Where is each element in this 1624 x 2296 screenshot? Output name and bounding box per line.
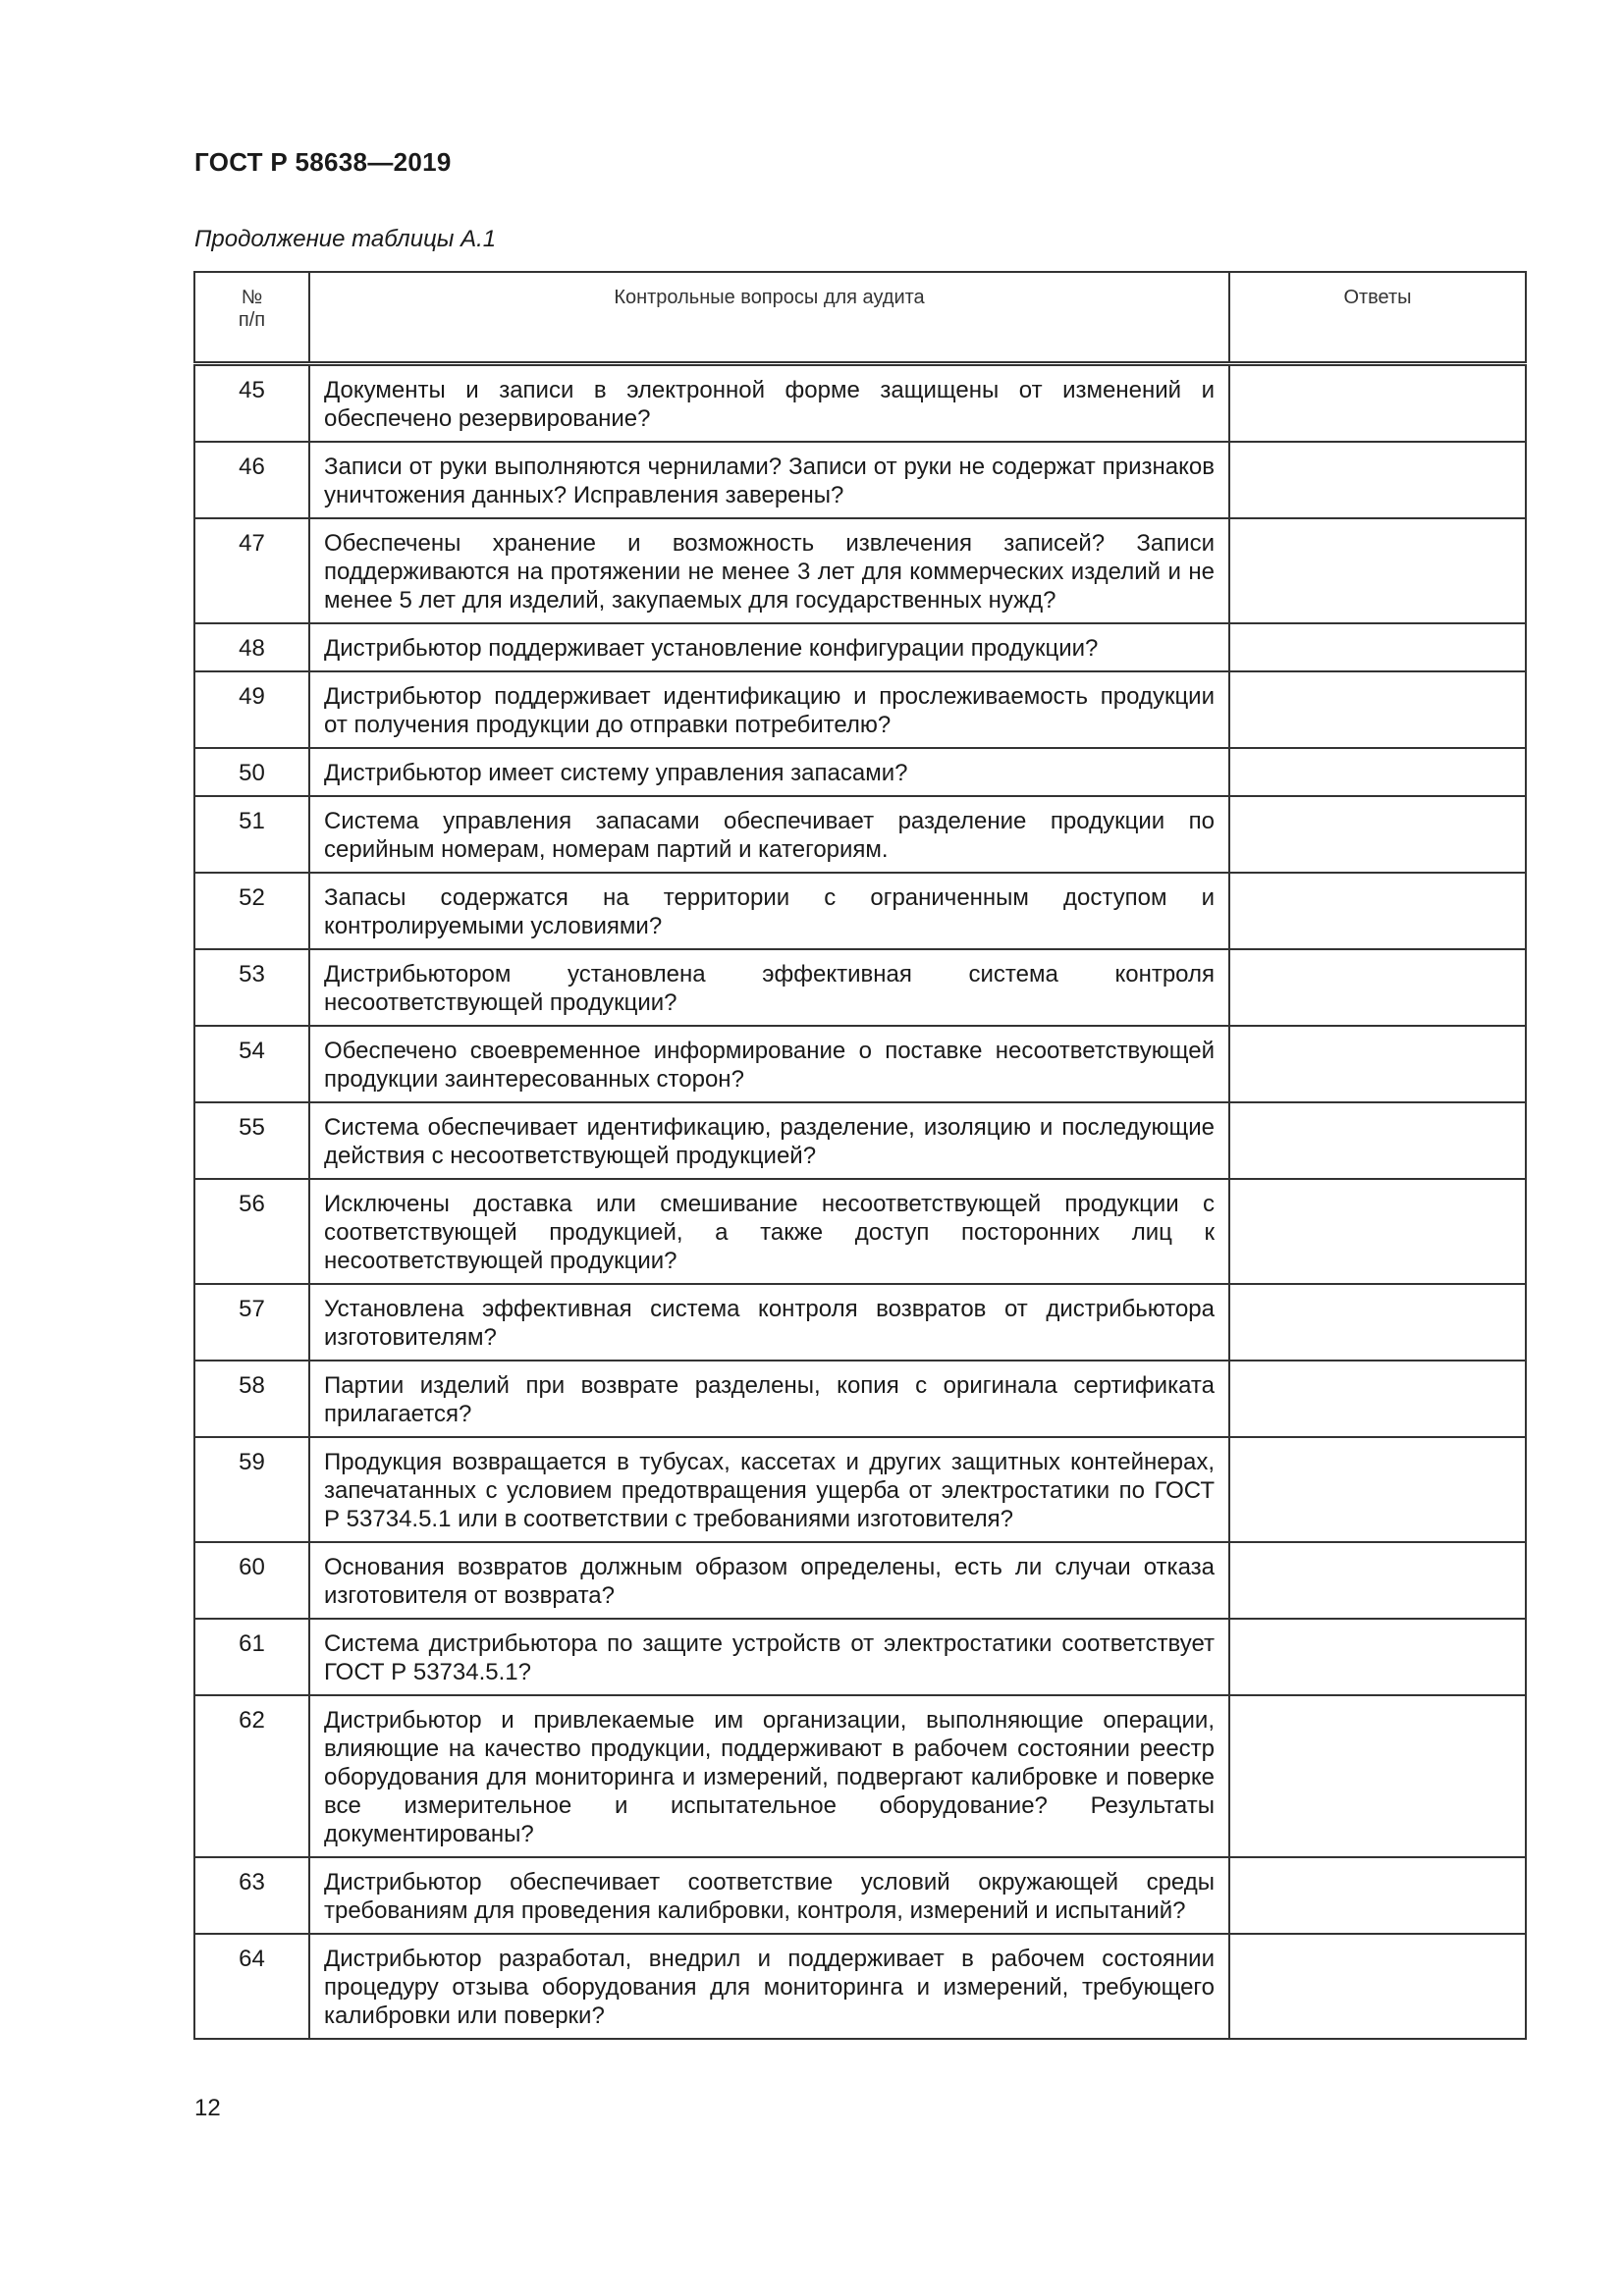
row-number: 53 <box>194 949 309 1026</box>
table-row <box>194 873 1526 949</box>
table-caption: Продолжение таблицы А.1 <box>194 226 497 252</box>
row-number: 45 <box>194 364 309 443</box>
column-header-answer: Ответы <box>1229 272 1526 364</box>
row-answer-cell <box>1229 1619 1526 1695</box>
row-number: 49 <box>194 671 309 748</box>
row-answer-cell <box>1229 1695 1526 1857</box>
row-number: 46 <box>194 442 309 518</box>
table-row <box>194 1619 1526 1695</box>
row-answer-cell <box>1229 1934 1526 2039</box>
row-question: Исключены доставка или смешивание несоответствующей продукции с соответствующей продукцией, а также доступ посторонних лиц к несоответствующей продукции? <box>309 1179 1229 1284</box>
table-header <box>194 272 1526 364</box>
table-row <box>194 1361 1526 1437</box>
row-answer-cell <box>1229 1437 1526 1542</box>
row-number: 57 <box>194 1284 309 1361</box>
row-answer-cell <box>1229 364 1526 443</box>
table-row <box>194 796 1526 873</box>
row-answer-cell <box>1229 1857 1526 1934</box>
table-row <box>194 1695 1526 1857</box>
table-row <box>194 1542 1526 1619</box>
table-row <box>194 518 1526 623</box>
table-row <box>194 442 1526 518</box>
column-header-number: № п/п <box>194 272 309 364</box>
row-number: 54 <box>194 1026 309 1102</box>
row-question: Обеспечено своевременное информирование о поставке несоответствующей продукции заинтересованных сторон? <box>309 1026 1229 1102</box>
row-question: Система дистрибьютора по защите устройств от электростатики соответствует ГОСТ Р 53734.5.1? <box>309 1619 1229 1695</box>
table-body <box>194 364 1526 2040</box>
row-number: 51 <box>194 796 309 873</box>
row-answer-cell <box>1229 442 1526 518</box>
row-number: 55 <box>194 1102 309 1179</box>
row-answer-cell <box>1229 1026 1526 1102</box>
table-row <box>194 671 1526 748</box>
page-number: 12 <box>194 2095 221 2121</box>
row-number: 56 <box>194 1179 309 1284</box>
row-answer-cell <box>1229 1361 1526 1437</box>
row-question: Дистрибьютор имеет систему управления запасами? <box>309 748 1229 796</box>
table-row <box>194 1284 1526 1361</box>
row-number: 63 <box>194 1857 309 1934</box>
row-answer-cell <box>1229 796 1526 873</box>
table-row <box>194 1102 1526 1179</box>
row-number: 61 <box>194 1619 309 1695</box>
table-row <box>194 1934 1526 2039</box>
row-question: Система обеспечивает идентификацию, разделение, изоляцию и последующие действия с несоответствующей продукцией? <box>309 1102 1229 1179</box>
row-answer-cell <box>1229 873 1526 949</box>
row-number: 62 <box>194 1695 309 1857</box>
row-answer-cell <box>1229 1102 1526 1179</box>
row-question: Дистрибьютор поддерживает установление конфигурации продукции? <box>309 623 1229 671</box>
row-number: 50 <box>194 748 309 796</box>
row-number: 52 <box>194 873 309 949</box>
row-number: 58 <box>194 1361 309 1437</box>
row-answer-cell <box>1229 1179 1526 1284</box>
row-answer-cell <box>1229 671 1526 748</box>
row-answer-cell <box>1229 748 1526 796</box>
row-question: Дистрибьютором установлена эффективная система контроля несоответствующей продукции? <box>309 949 1229 1026</box>
row-question: Записи от руки выполняются чернилами? Записи от руки не содержат признаков уничтожения данных? Исправления заверены? <box>309 442 1229 518</box>
row-number: 60 <box>194 1542 309 1619</box>
audit-questions-table <box>193 271 1527 2040</box>
table-row <box>194 1179 1526 1284</box>
column-header-question: Контрольные вопросы для аудита <box>309 272 1229 364</box>
row-question: Запасы содержатся на территории с ограниченным доступом и контролируемыми условиями? <box>309 873 1229 949</box>
row-question: Дистрибьютор и привлекаемые им организации, выполняющие операции, влияющие на качество продукции, поддерживают в рабочем состоянии реестр оборудования для мониторинга и измерений, подвергают калибровке и поверке все измерительное и испытательное оборудование? Результаты документированы? <box>309 1695 1229 1857</box>
row-number: 48 <box>194 623 309 671</box>
row-question: Документы и записи в электронной форме защищены от изменений и обеспечено резервирование? <box>309 364 1229 443</box>
row-question: Партии изделий при возврате разделены, копия с оригинала сертификата прилагается? <box>309 1361 1229 1437</box>
row-question: Обеспечены хранение и возможность извлечения записей? Записи поддерживаются на протяжении не менее 3 лет для коммерческих изделий и не менее 5 лет для изделий, закупаемых для государственных нужд? <box>309 518 1229 623</box>
table-row <box>194 1026 1526 1102</box>
row-question: Система управления запасами обеспечивает разделение продукции по серийным номерам, номерам партий и категориям. <box>309 796 1229 873</box>
row-question: Дистрибьютор обеспечивает соответствие условий окружающей среды требованиям для проведения калибровки, контроля, измерений и испытаний? <box>309 1857 1229 1934</box>
table-row <box>194 623 1526 671</box>
table-row <box>194 949 1526 1026</box>
table-row <box>194 1857 1526 1934</box>
table-row <box>194 748 1526 796</box>
row-answer-cell <box>1229 1542 1526 1619</box>
row-number: 47 <box>194 518 309 623</box>
table-row <box>194 364 1526 443</box>
row-question: Продукция возвращается в тубусах, кассетах и других защитных контейнерах, запечатанных с условием предотвращения ущерба от электростатики по ГОСТ Р 53734.5.1 или в соответствии с требованиями изготовителя? <box>309 1437 1229 1542</box>
table-row <box>194 1437 1526 1542</box>
row-answer-cell <box>1229 623 1526 671</box>
table-header-row <box>194 272 1526 364</box>
row-question: Дистрибьютор разработал, внедрил и поддерживает в рабочем состоянии процедуру отзыва оборудования для мониторинга и измерений, требующего калибровки или поверки? <box>309 1934 1229 2039</box>
row-question: Дистрибьютор поддерживает идентификацию и прослеживаемость продукции от получения продукции до отправки потребителю? <box>309 671 1229 748</box>
row-answer-cell <box>1229 949 1526 1026</box>
row-question: Установлена эффективная система контроля возвратов от дистрибьютора изготовителям? <box>309 1284 1229 1361</box>
row-number: 64 <box>194 1934 309 2039</box>
row-answer-cell <box>1229 518 1526 623</box>
standard-designation: ГОСТ Р 58638—2019 <box>194 147 452 177</box>
row-number: 59 <box>194 1437 309 1542</box>
row-answer-cell <box>1229 1284 1526 1361</box>
row-question: Основания возвратов должным образом определены, есть ли случаи отказа изготовителя от возврата? <box>309 1542 1229 1619</box>
